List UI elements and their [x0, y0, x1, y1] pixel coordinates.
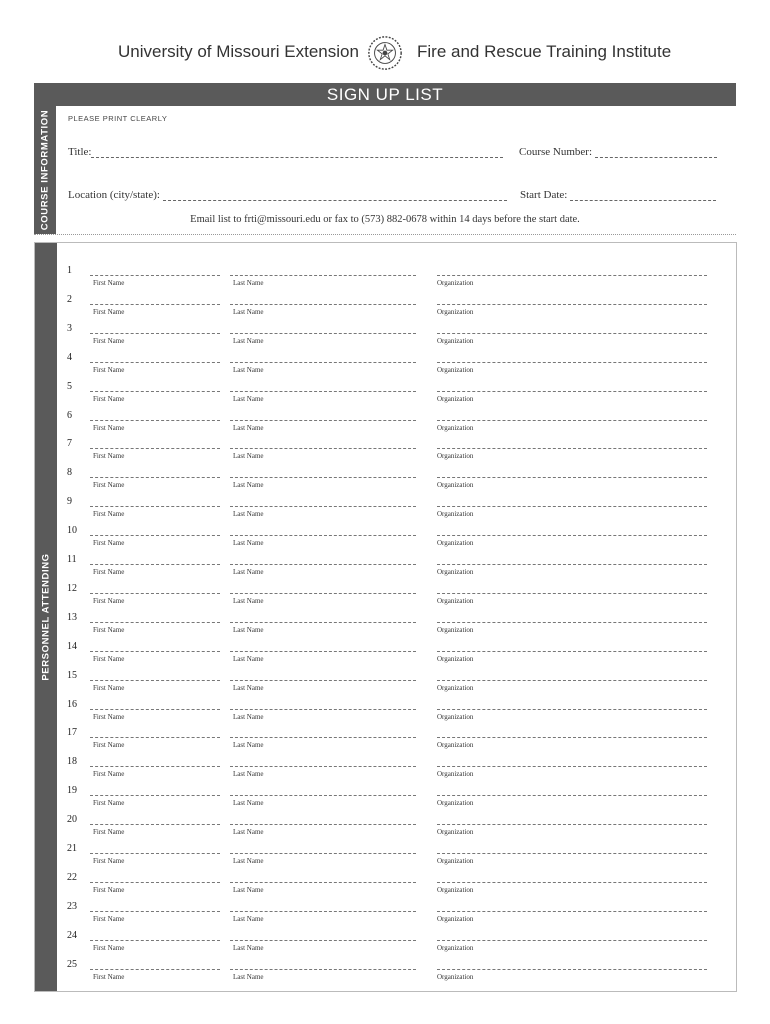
organization-label: Organization	[437, 336, 474, 345]
last-name-line[interactable]	[230, 420, 416, 421]
last-name-line[interactable]	[230, 680, 416, 681]
organization-label: Organization	[437, 654, 474, 663]
location-label: Location (city/state):	[68, 189, 160, 201]
first-name-label: First Name	[93, 799, 125, 808]
last-name-label: Last Name	[233, 481, 264, 490]
row-number: 13	[67, 611, 77, 623]
organization-line[interactable]	[437, 391, 707, 392]
organization-line[interactable]	[437, 622, 707, 623]
organization-line[interactable]	[437, 969, 707, 970]
course-information-label: COURSE INFORMATION	[39, 109, 51, 231]
table-row	[35, 612, 736, 641]
last-name-line[interactable]	[230, 564, 416, 565]
last-name-line[interactable]	[230, 824, 416, 825]
first-name-line[interactable]	[90, 420, 220, 421]
last-name-line[interactable]	[230, 651, 416, 652]
first-name-label: First Name	[93, 394, 125, 403]
first-name-line[interactable]	[90, 535, 220, 536]
last-name-line[interactable]	[230, 911, 416, 912]
row-number: 24	[67, 929, 77, 941]
last-name-label: Last Name	[233, 683, 264, 692]
title-label: Title:	[68, 146, 92, 158]
organization-label: Organization	[437, 394, 474, 403]
last-name-label: Last Name	[233, 307, 264, 316]
row-number: 9	[67, 496, 72, 508]
table-row	[35, 785, 736, 814]
first-name-label: First Name	[93, 452, 125, 461]
last-name-line[interactable]	[230, 940, 416, 941]
table-row	[35, 756, 736, 785]
organization-line[interactable]	[437, 275, 707, 276]
last-name-label: Last Name	[233, 712, 264, 721]
start-date-label: Start Date:	[520, 189, 568, 201]
table-row	[35, 438, 736, 467]
organization-line[interactable]	[437, 795, 707, 796]
organization-line[interactable]	[437, 911, 707, 912]
last-name-label: Last Name	[233, 365, 264, 374]
table-row	[35, 872, 736, 901]
first-name-label: First Name	[93, 770, 125, 779]
personnel-attending-section	[34, 242, 737, 992]
organization-label: Organization	[437, 712, 474, 721]
last-name-line[interactable]	[230, 709, 416, 710]
print-clearly-note: PLEASE PRINT CLEARLY	[68, 114, 168, 123]
last-name-label: Last Name	[233, 885, 264, 894]
start-date-input-line[interactable]	[570, 190, 716, 201]
last-name-label: Last Name	[233, 279, 264, 287]
location-input-line[interactable]	[163, 190, 507, 201]
organization-label: Organization	[437, 741, 474, 750]
table-row	[35, 294, 736, 323]
last-name-line[interactable]	[230, 391, 416, 392]
row-number: 21	[67, 843, 77, 854]
first-name-label: First Name	[93, 596, 125, 605]
table-row	[35, 641, 736, 670]
last-name-label: Last Name	[233, 394, 264, 403]
last-name-label: Last Name	[233, 914, 264, 923]
course-number-label: Course Number:	[519, 146, 593, 158]
start-date-field[interactable]	[520, 189, 716, 201]
last-name-line[interactable]	[230, 766, 416, 767]
table-row	[35, 843, 736, 872]
first-name-label: First Name	[93, 539, 125, 548]
organization-line[interactable]	[437, 304, 707, 305]
first-name-line[interactable]	[90, 564, 220, 565]
last-name-line[interactable]	[230, 622, 416, 623]
first-name-line[interactable]	[90, 882, 220, 883]
first-name-label: First Name	[93, 365, 125, 374]
header-right-title: Fire and Rescue Training Institute	[417, 42, 672, 61]
organization-label: Organization	[437, 452, 474, 461]
row-number: 2	[67, 293, 72, 305]
table-row	[35, 496, 736, 525]
row-number: 20	[67, 814, 77, 826]
last-name-label: Last Name	[233, 596, 264, 605]
first-name-line[interactable]	[90, 593, 220, 594]
first-name-line[interactable]	[90, 362, 220, 363]
table-row	[35, 959, 736, 988]
first-name-label: First Name	[93, 625, 125, 634]
organization-label: Organization	[437, 568, 474, 576]
last-name-label: Last Name	[233, 336, 264, 345]
first-name-label: First Name	[93, 307, 125, 316]
last-name-label: Last Name	[233, 741, 264, 750]
organization-label: Organization	[437, 481, 474, 490]
first-name-label: First Name	[93, 972, 125, 981]
organization-line[interactable]	[437, 882, 707, 883]
location-field[interactable]	[68, 189, 507, 201]
organization-line[interactable]	[437, 535, 707, 536]
organization-label: Organization	[437, 972, 474, 981]
organization-label: Organization	[437, 885, 474, 894]
page-header	[0, 40, 770, 70]
organization-label: Organization	[437, 828, 474, 837]
first-name-label: First Name	[93, 885, 125, 894]
first-name-line[interactable]	[90, 391, 220, 392]
last-name-line[interactable]	[230, 969, 416, 970]
row-number: 4	[67, 351, 72, 363]
last-name-line[interactable]	[230, 737, 416, 738]
row-number: 3	[67, 322, 72, 334]
row-number: 11	[67, 554, 77, 565]
first-name-label: First Name	[93, 279, 125, 287]
first-name-line[interactable]	[90, 940, 220, 941]
first-name-label: First Name	[93, 712, 125, 721]
organization-line[interactable]	[437, 362, 707, 363]
organization-label: Organization	[437, 943, 474, 952]
row-number: 15	[67, 669, 77, 681]
fire-seal-icon	[366, 34, 404, 72]
last-name-line[interactable]	[230, 477, 416, 478]
organization-line[interactable]	[437, 506, 707, 507]
last-name-label: Last Name	[233, 770, 264, 779]
first-name-label: First Name	[93, 654, 125, 663]
organization-label: Organization	[437, 625, 474, 634]
row-number: 23	[67, 900, 77, 912]
last-name-label: Last Name	[233, 568, 264, 576]
last-name-line[interactable]	[230, 535, 416, 536]
table-row	[35, 699, 736, 728]
table-row	[35, 525, 736, 554]
table-row	[35, 930, 736, 959]
title-input-line[interactable]	[91, 147, 503, 158]
row-number: 17	[67, 727, 77, 739]
row-number: 1	[67, 265, 72, 276]
last-name-line[interactable]	[230, 506, 416, 507]
course-number-field[interactable]	[519, 146, 717, 158]
organization-line[interactable]	[437, 737, 707, 738]
first-name-label: First Name	[93, 568, 125, 576]
last-name-label: Last Name	[233, 423, 264, 432]
table-row	[35, 583, 736, 612]
organization-line[interactable]	[437, 333, 707, 334]
organization-label: Organization	[437, 683, 474, 692]
table-row	[35, 467, 736, 496]
first-name-line[interactable]	[90, 622, 220, 623]
first-name-label: First Name	[93, 741, 125, 750]
row-number: 12	[67, 582, 77, 594]
row-number: 10	[67, 525, 77, 537]
table-row	[35, 323, 736, 352]
organization-line[interactable]	[437, 420, 707, 421]
first-name-line[interactable]	[90, 766, 220, 767]
first-name-label: First Name	[93, 510, 125, 519]
title-field[interactable]	[68, 146, 503, 158]
first-name-line[interactable]	[90, 304, 220, 305]
course-number-input-line[interactable]	[595, 147, 717, 158]
organization-label: Organization	[437, 307, 474, 316]
table-row	[35, 381, 736, 410]
first-name-label: First Name	[93, 423, 125, 432]
first-name-line[interactable]	[90, 824, 220, 825]
row-number: 25	[67, 958, 77, 970]
row-number: 7	[67, 438, 72, 450]
organization-line[interactable]	[437, 448, 707, 449]
last-name-line[interactable]	[230, 304, 416, 305]
row-number: 18	[67, 756, 77, 768]
last-name-label: Last Name	[233, 799, 264, 808]
last-name-line[interactable]	[230, 333, 416, 334]
row-number: 14	[67, 640, 77, 652]
last-name-label: Last Name	[233, 972, 264, 981]
sign-up-list-banner: SIGN UP LIST	[34, 83, 736, 106]
row-number: 6	[67, 409, 72, 421]
organization-label: Organization	[437, 770, 474, 779]
row-number: 19	[67, 785, 77, 797]
first-name-line[interactable]	[90, 737, 220, 738]
first-name-line[interactable]	[90, 911, 220, 912]
course-information-section	[34, 106, 736, 235]
last-name-line[interactable]	[230, 448, 416, 449]
last-name-label: Last Name	[233, 452, 264, 461]
last-name-label: Last Name	[233, 539, 264, 548]
first-name-line[interactable]	[90, 680, 220, 681]
table-row	[35, 410, 736, 439]
organization-label: Organization	[437, 510, 474, 519]
first-name-line[interactable]	[90, 275, 220, 276]
last-name-line[interactable]	[230, 275, 416, 276]
organization-line[interactable]	[437, 853, 707, 854]
last-name-label: Last Name	[233, 654, 264, 663]
organization-label: Organization	[437, 279, 474, 287]
table-row	[35, 265, 736, 294]
organization-label: Organization	[437, 914, 474, 923]
organization-label: Organization	[437, 596, 474, 605]
last-name-label: Last Name	[233, 857, 264, 865]
organization-line[interactable]	[437, 564, 707, 565]
first-name-line[interactable]	[90, 795, 220, 796]
first-name-label: First Name	[93, 914, 125, 923]
table-row	[35, 554, 736, 583]
row-number: 16	[67, 698, 77, 710]
table-row	[35, 670, 736, 699]
last-name-label: Last Name	[233, 625, 264, 634]
first-name-label: First Name	[93, 943, 125, 952]
first-name-label: First Name	[93, 683, 125, 692]
last-name-line[interactable]	[230, 853, 416, 854]
first-name-line[interactable]	[90, 506, 220, 507]
last-name-label: Last Name	[233, 828, 264, 837]
table-row	[35, 814, 736, 843]
row-number: 22	[67, 871, 77, 883]
organization-label: Organization	[437, 423, 474, 432]
organization-label: Organization	[437, 799, 474, 808]
first-name-line[interactable]	[90, 853, 220, 854]
organization-line[interactable]	[437, 477, 707, 478]
first-name-line[interactable]	[90, 477, 220, 478]
organization-line[interactable]	[437, 593, 707, 594]
organization-line[interactable]	[437, 824, 707, 825]
first-name-label: First Name	[93, 828, 125, 837]
organization-label: Organization	[437, 365, 474, 374]
first-name-line[interactable]	[90, 333, 220, 334]
table-row	[35, 727, 736, 756]
organization-line[interactable]	[437, 766, 707, 767]
first-name-label: First Name	[93, 857, 125, 865]
table-row	[35, 901, 736, 930]
header-left-title: University of Missouri Extension	[118, 42, 359, 61]
last-name-line[interactable]	[230, 795, 416, 796]
organization-label: Organization	[437, 857, 474, 865]
last-name-line[interactable]	[230, 882, 416, 883]
organization-line[interactable]	[437, 709, 707, 710]
organization-line[interactable]	[437, 680, 707, 681]
table-row	[35, 352, 736, 381]
personnel-attending-label: PERSONNEL ATTENDING	[40, 553, 52, 681]
last-name-line[interactable]	[230, 593, 416, 594]
first-name-line[interactable]	[90, 709, 220, 710]
organization-label: Organization	[437, 539, 474, 548]
first-name-label: First Name	[93, 336, 125, 345]
last-name-label: Last Name	[233, 943, 264, 952]
first-name-line[interactable]	[90, 448, 220, 449]
email-instruction: Email list to frti@missouri.edu or fax to (573) 882-0678 within 14 days before the start date.	[190, 214, 580, 225]
first-name-line[interactable]	[90, 651, 220, 652]
organization-line[interactable]	[437, 940, 707, 941]
row-number: 8	[67, 467, 72, 479]
first-name-label: First Name	[93, 481, 125, 490]
last-name-label: Last Name	[233, 510, 264, 519]
organization-line[interactable]	[437, 651, 707, 652]
last-name-line[interactable]	[230, 362, 416, 363]
row-number: 5	[67, 380, 72, 392]
first-name-line[interactable]	[90, 969, 220, 970]
